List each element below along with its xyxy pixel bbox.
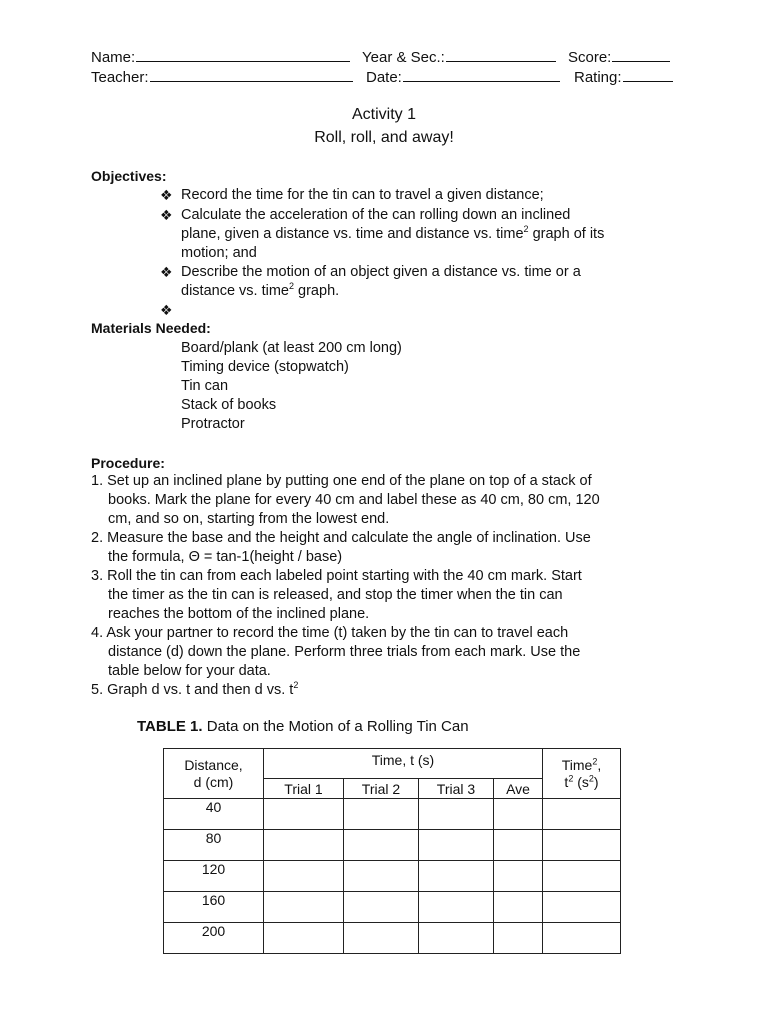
bullet-icon: ❖: [160, 207, 173, 223]
data-cell[interactable]: [543, 830, 621, 861]
distance-cell: 200: [164, 923, 264, 954]
data-cell[interactable]: [264, 799, 344, 830]
material-item: Board/plank (at least 200 cm long): [181, 340, 402, 356]
objective-3-line-2: distance vs. time$^2$ graph.: [181, 281, 340, 299]
procedure-step-2-cont: the formula, Θ = tan-1(height / base): [108, 549, 343, 565]
objectives-heading: Objectives:: [91, 168, 167, 184]
year-section-label: Year & Sec.:: [362, 49, 445, 66]
data-cell[interactable]: [494, 923, 543, 954]
data-cell[interactable]: [419, 892, 494, 923]
teacher-blank[interactable]: [150, 67, 353, 82]
objective-3-line-1: Describe the motion of an object given a distance vs. time or a: [181, 264, 581, 280]
data-cell[interactable]: [344, 892, 419, 923]
teacher-label: Teacher:: [91, 69, 149, 86]
activity-title: Activity 1: [351, 106, 416, 123]
name-blank[interactable]: [136, 47, 350, 62]
name-label: Name:: [91, 49, 136, 66]
procedure-step-3-cont: reaches the bottom of the inclined plane.: [108, 606, 370, 622]
material-item: Timing device (stopwatch): [181, 359, 349, 375]
data-cell[interactable]: [494, 830, 543, 861]
subcol-trial-2: Trial 2: [344, 779, 419, 799]
date-label: Date:: [366, 69, 402, 86]
data-table: [163, 748, 621, 954]
score-field: [568, 47, 670, 66]
data-cell[interactable]: [344, 861, 419, 892]
table-row: [164, 923, 621, 954]
data-cell[interactable]: [543, 923, 621, 954]
procedure-step-3-cont: the timer as the tin can is released, and stop the timer when the tin can: [108, 587, 563, 603]
data-cell[interactable]: [419, 861, 494, 892]
bullet-icon: ❖: [160, 302, 173, 318]
objective-1: Record the time for the tin can to travel a given distance;: [181, 187, 544, 203]
procedure-step-1-cont: cm, and so on, starting from the lowest end.: [108, 511, 390, 527]
distance-cell: 160: [164, 892, 264, 923]
table-caption: TABLE 1. Data on the Motion of a Rolling Tin Can: [137, 718, 469, 735]
procedure-step-2: 2. Measure the base and the height and calculate the angle of inclination. Use: [91, 530, 591, 546]
col-header-time: Time, t (s): [264, 749, 543, 779]
subcol-trial-1: Trial 1: [264, 779, 344, 799]
activity-subtitle: Roll, roll, and away!: [314, 129, 454, 146]
teacher-field: [91, 67, 353, 86]
data-cell[interactable]: [419, 923, 494, 954]
subcol-ave: Ave: [494, 779, 543, 799]
data-cell[interactable]: [264, 892, 344, 923]
distance-cell: 40: [164, 799, 264, 830]
data-cell[interactable]: [344, 923, 419, 954]
table-row: [164, 861, 621, 892]
subcol-trial-3: Trial 3: [419, 779, 494, 799]
procedure-step-4-cont: table below for your data.: [108, 663, 271, 679]
objective-2-line-2: plane, given a distance vs. time and distance vs. time$^2$ graph of its: [181, 224, 605, 242]
data-cell[interactable]: [419, 799, 494, 830]
data-cell[interactable]: [543, 799, 621, 830]
name-field: [91, 47, 350, 66]
material-item: Protractor: [181, 416, 245, 432]
score-blank[interactable]: [612, 47, 670, 62]
data-cell[interactable]: [543, 892, 621, 923]
procedure-step-5: 5. Graph d vs. t and then d vs. $t^2$: [91, 680, 299, 698]
material-item: Stack of books: [181, 397, 277, 413]
bullet-icon: ❖: [160, 187, 173, 203]
data-cell[interactable]: [494, 799, 543, 830]
data-cell[interactable]: [344, 799, 419, 830]
procedure-step-3: 3. Roll the tin can from each labeled point starting with the 40 cm mark. Start: [91, 568, 582, 584]
table-row: [164, 892, 621, 923]
date-blank[interactable]: [403, 67, 560, 82]
rating-label: Rating:: [574, 69, 622, 86]
materials-heading: Materials Needed:: [91, 320, 211, 336]
procedure-step-4: 4. Ask your partner to record the time (t) taken by the tin can to travel each: [91, 625, 569, 641]
score-label: Score:: [568, 49, 612, 66]
material-item: Tin can: [181, 378, 229, 394]
data-cell[interactable]: [543, 861, 621, 892]
year-section-field: [362, 47, 556, 66]
rating-field: [574, 67, 673, 86]
procedure-step-1: 1. Set up an inclined plane by putting one end of the plane on top of a stack of: [91, 473, 592, 489]
year-section-blank[interactable]: [446, 47, 556, 62]
col-header-time-squared: Time$^2$, $t^2$ $(s^2)$: [543, 749, 621, 799]
bullet-icon: ❖: [160, 264, 173, 280]
data-cell[interactable]: [494, 892, 543, 923]
rating-blank[interactable]: [623, 67, 673, 82]
data-cell[interactable]: [264, 861, 344, 892]
distance-cell: 120: [164, 861, 264, 892]
date-field: [366, 67, 560, 86]
table-row: [164, 799, 621, 830]
data-cell[interactable]: [494, 861, 543, 892]
data-cell[interactable]: [264, 923, 344, 954]
distance-cell: 80: [164, 830, 264, 861]
col-header-distance: Distance, d (cm): [164, 749, 264, 799]
table-row: [164, 830, 621, 861]
procedure-step-1-cont: books. Mark the plane for every 40 cm and label these as 40 cm, 80 cm, 120: [108, 492, 600, 508]
data-cell[interactable]: [419, 830, 494, 861]
procedure-step-4-cont: distance (d) down the plane. Perform three trials from each mark. Use the: [108, 644, 581, 660]
objective-2-line-3: motion; and: [181, 245, 257, 261]
data-cell[interactable]: [264, 830, 344, 861]
procedure-heading: Procedure:: [91, 455, 165, 471]
objective-2-line-1: Calculate the acceleration of the can rolling down an inclined: [181, 207, 571, 223]
data-cell[interactable]: [344, 830, 419, 861]
